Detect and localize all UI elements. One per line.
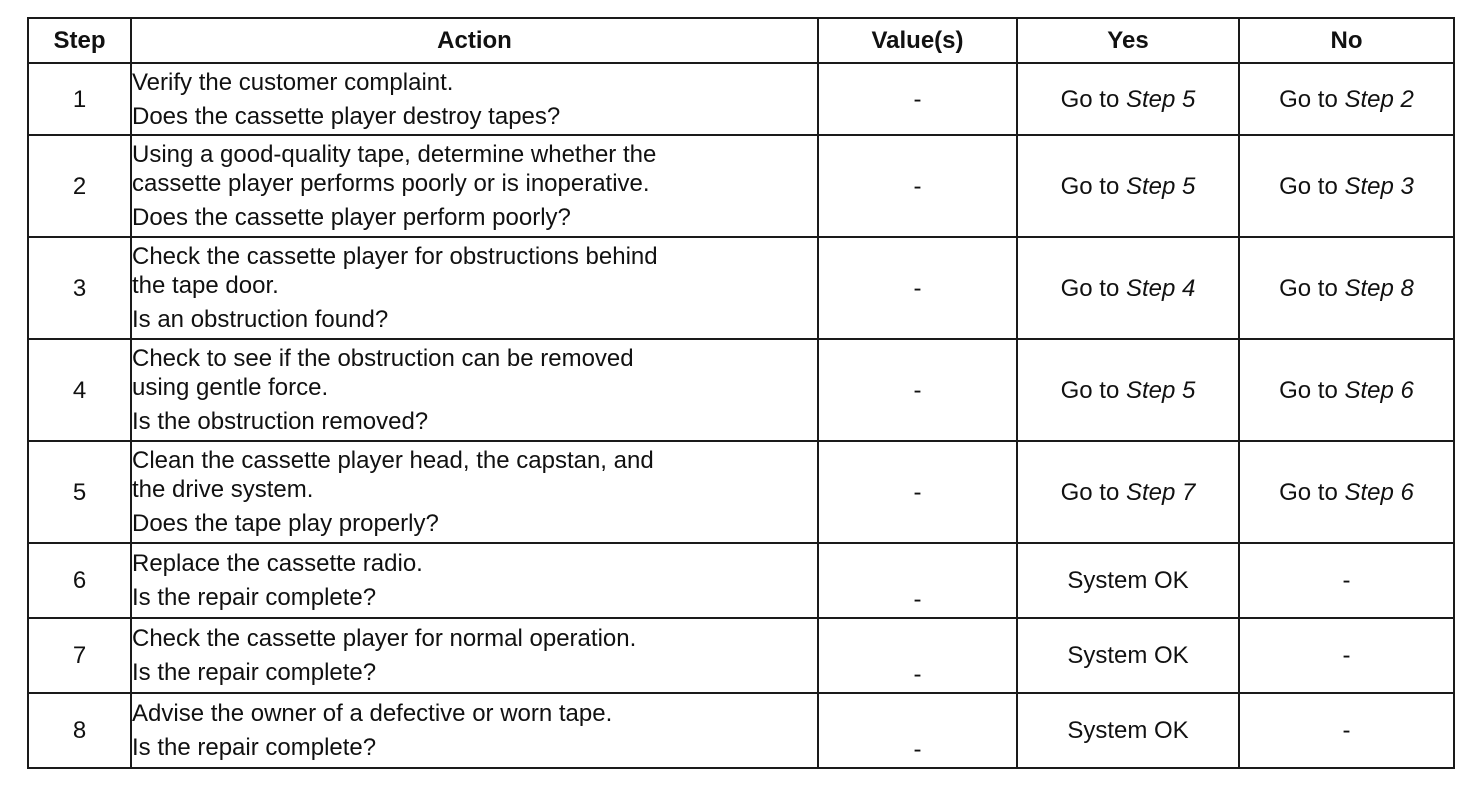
action-line: Check the cassette player for normal operation. [132, 625, 637, 652]
step-number: 7 [28, 618, 131, 693]
table-row [28, 693, 1454, 768]
yes-cell [1017, 63, 1239, 135]
action-line: the drive system. [132, 476, 314, 503]
step-number: 3 [28, 237, 131, 339]
yes-cell [1017, 339, 1239, 441]
action-line: cassette player performs poorly or is inoperative. [132, 170, 650, 197]
step-number: 1 [28, 63, 131, 135]
action-line: Advise the owner of a defective or worn tape. [132, 700, 613, 727]
header-yes: Yes [1017, 18, 1239, 63]
yes-step-ref: Step 4 [1125, 274, 1196, 302]
action-question: Does the cassette player perform poorly? [132, 204, 571, 231]
yes-cell [1017, 135, 1239, 237]
yes-step-ref: Step 5 [1125, 376, 1196, 404]
no-step-ref: Step 8 [1344, 274, 1414, 302]
yes-prefix: Go to [1060, 85, 1126, 113]
no-step-ref: Step 6 [1344, 478, 1414, 506]
action-line: Clean the cassette player head, the capstan, and [132, 447, 654, 474]
action-cell [131, 135, 818, 237]
table-row [28, 441, 1454, 543]
yes-cell: System OK [1017, 618, 1239, 693]
table-row [28, 339, 1454, 441]
yes-cell: System OK [1017, 693, 1239, 768]
action-cell [131, 441, 818, 543]
table-row [28, 237, 1454, 339]
yes-step-ref: Step 5 [1125, 172, 1196, 200]
value-cell: - [818, 63, 1017, 135]
action-line: Verify the customer complaint. [132, 68, 454, 96]
value-cell: - [818, 339, 1017, 441]
no-prefix: Go to [1279, 376, 1345, 404]
no-prefix: Go to [1279, 85, 1345, 113]
action-question: Does the tape play properly? [132, 510, 439, 537]
diagnostic-table [27, 17, 1455, 769]
no-cell: - [1239, 693, 1454, 768]
action-cell [131, 63, 818, 135]
value-cell: - [818, 693, 1017, 768]
no-prefix: Go to [1279, 172, 1345, 200]
table-row [28, 543, 1454, 618]
action-question: Is the repair complete? [132, 659, 377, 686]
step-number: 2 [28, 135, 131, 237]
yes-step-ref: Step 7 [1125, 478, 1196, 506]
no-cell [1239, 339, 1454, 441]
yes-prefix: Go to [1060, 172, 1126, 200]
step-number: 4 [28, 339, 131, 441]
table-row [28, 618, 1454, 693]
value-cell: - [818, 441, 1017, 543]
no-cell: - [1239, 543, 1454, 618]
yes-cell [1017, 237, 1239, 339]
action-cell [131, 237, 818, 339]
value-cell: - [818, 618, 1017, 693]
action-line: Check the cassette player for obstructions behind [132, 243, 658, 270]
action-cell [131, 339, 818, 441]
action-question: Does the cassette player destroy tapes? [132, 102, 561, 130]
yes-cell: System OK [1017, 543, 1239, 618]
action-cell [131, 543, 818, 618]
header-row [28, 18, 1454, 63]
yes-prefix: Go to [1060, 376, 1126, 404]
header-action: Action [131, 18, 818, 63]
action-line: Replace the cassette radio. [132, 550, 423, 577]
table-row [28, 63, 1454, 135]
no-cell [1239, 441, 1454, 543]
step-number: 5 [28, 441, 131, 543]
no-cell [1239, 135, 1454, 237]
no-cell: - [1239, 618, 1454, 693]
no-step-ref: Step 6 [1344, 376, 1414, 404]
no-cell [1239, 63, 1454, 135]
no-step-ref: Step 2 [1344, 85, 1414, 113]
no-cell [1239, 237, 1454, 339]
table-row [28, 135, 1454, 237]
value-cell: - [818, 237, 1017, 339]
action-cell [131, 693, 818, 768]
header-values: Value(s) [818, 18, 1017, 63]
action-question: Is the repair complete? [132, 584, 377, 611]
value-cell: - [818, 135, 1017, 237]
action-question: Is the repair complete? [132, 734, 377, 761]
action-line: the tape door. [132, 272, 279, 299]
action-question: Is the obstruction removed? [132, 408, 429, 435]
header-step: Step [28, 18, 131, 63]
yes-prefix: Go to [1060, 274, 1126, 302]
yes-step-ref: Step 5 [1125, 85, 1196, 113]
no-step-ref: Step 3 [1344, 172, 1414, 200]
no-prefix: Go to [1279, 274, 1345, 302]
action-question: Is an obstruction found? [132, 306, 389, 333]
step-number: 8 [28, 693, 131, 768]
no-prefix: Go to [1279, 478, 1345, 506]
step-number: 6 [28, 543, 131, 618]
header-no: No [1239, 18, 1454, 63]
action-line: Using a good-quality tape, determine whether the [132, 141, 657, 168]
yes-prefix: Go to [1060, 478, 1126, 506]
action-line: Check to see if the obstruction can be removed [132, 345, 634, 372]
value-cell: - [818, 543, 1017, 618]
yes-cell [1017, 441, 1239, 543]
action-cell [131, 618, 818, 693]
action-line: using gentle force. [132, 374, 329, 401]
